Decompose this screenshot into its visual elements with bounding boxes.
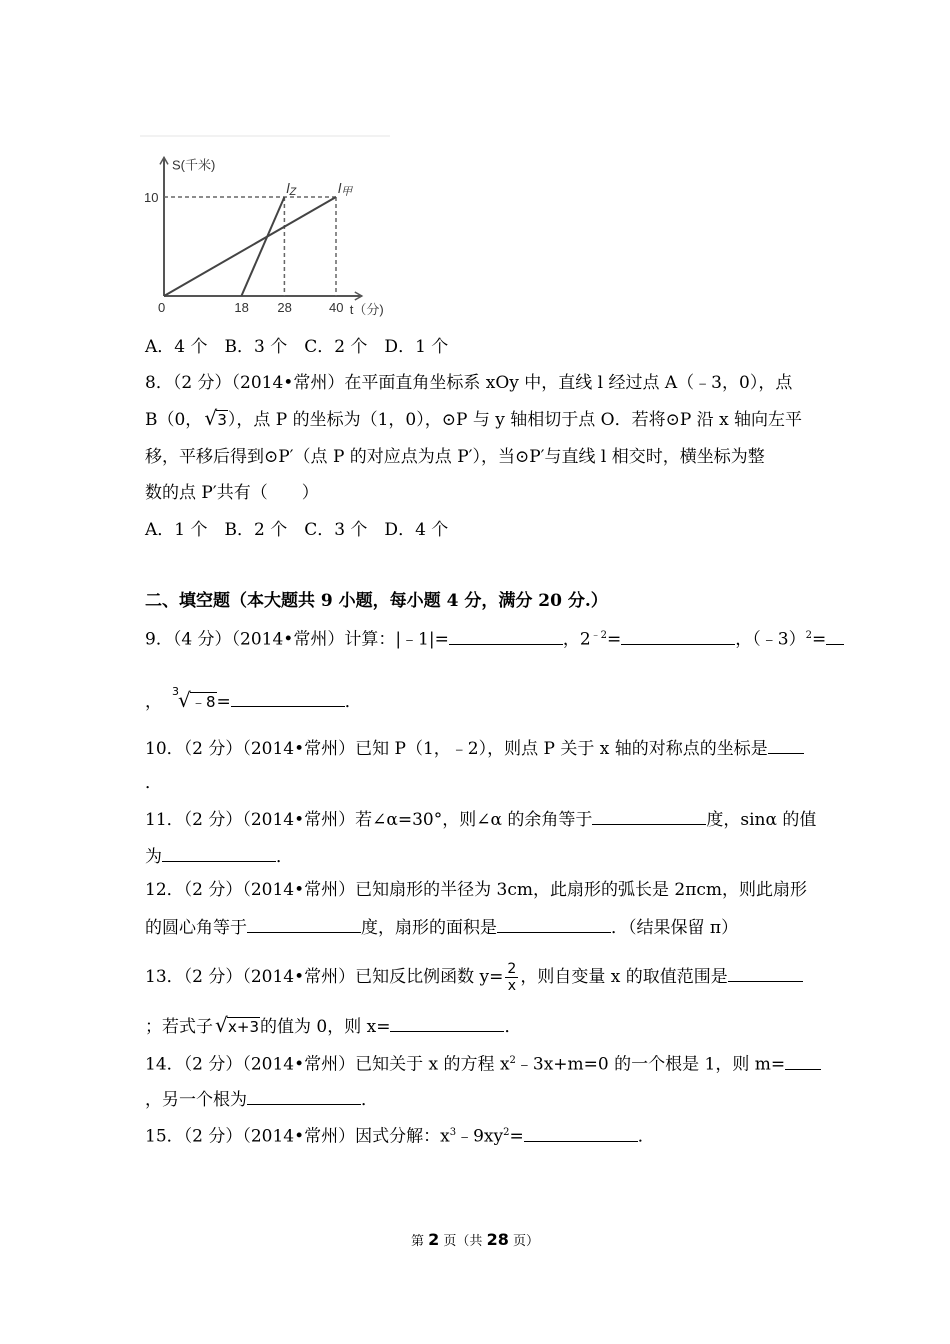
q13-text-3: ；若式子 (145, 1017, 213, 1037)
answer-blank[interactable] (497, 914, 611, 933)
q8-line-3: 移，平移后得到⊙P′（点 P 的对应点为点 P′），当⊙P′与直线 l 相交时，横坐标为整 (145, 447, 765, 467)
q8-line-2 (145, 408, 810, 432)
footer-page-number: 2 (428, 1230, 440, 1249)
answer-blank[interactable] (592, 806, 706, 825)
q7-options: A．4 个 B．3 个 C．2 个 D．1 个 (145, 337, 449, 357)
q11-text-1: 11．（2 分）（2014•常州）若∠α=30°，则∠α 的余角等于 (145, 810, 593, 830)
footer-text-1: 第 (411, 1234, 429, 1249)
q8-line-2-end: ），点 P 的坐标为（1，0），⊙P 与 y 轴相切于点 O．若将⊙P 沿 x 轴向左平 (227, 410, 803, 430)
answer-blank[interactable] (621, 626, 735, 645)
q15-text-3: = (509, 1126, 524, 1147)
y-axis-label: S(千米) (172, 157, 216, 173)
q13-text-1: 13．（2 分）（2014•常州）已知反比例函数 y= (145, 967, 504, 987)
q15-end: ． (637, 1126, 655, 1147)
q9-text-5: = (812, 629, 827, 650)
answer-blank[interactable] (524, 1123, 638, 1142)
footer-text-3: 页） (508, 1234, 539, 1249)
x-tick-28: 28 (277, 300, 292, 315)
sqrt-x-plus-3: √ x+3 (215, 1013, 259, 1037)
sqrt-3-radicand: 3 (217, 411, 227, 429)
q9-text-6: = (216, 692, 231, 712)
q15-line (145, 1121, 810, 1149)
q11-text-2: 度，sinα 的值 (706, 810, 817, 830)
answer-blank[interactable] (247, 914, 361, 933)
q9-exponent-2: 2 (805, 630, 812, 641)
q12-text-3: ．（结果保留 π） (611, 918, 739, 938)
q14-exponent: 2 (509, 1055, 516, 1066)
q14-text-1: 14．（2 分）（2014•常州）已知关于 x 的方程 x (145, 1054, 510, 1075)
series-label-sub-1: 甲 (341, 186, 353, 198)
q13-end: ． (504, 1017, 522, 1037)
series-line-1 (164, 197, 336, 296)
series-label-sub-2: Z (289, 186, 297, 198)
q9-text-4: ，（﹣3） (735, 629, 806, 650)
page-footer (0, 1230, 950, 1249)
q9-line-2-start: ， (145, 692, 162, 712)
q9-exponent-1: ﹣2 (590, 630, 608, 641)
y-tick-10: 10 (144, 190, 159, 205)
answer-blank[interactable] (231, 688, 345, 707)
x-axis-label: t（分) (349, 302, 384, 317)
footer-total-pages: 28 (486, 1230, 509, 1249)
answer-blank[interactable] (247, 1086, 361, 1105)
series-label-2: lZ (286, 180, 297, 198)
x-tick-0: 0 (158, 300, 166, 315)
fraction-numerator: 2 (507, 961, 517, 977)
q10-line-1 (145, 735, 810, 761)
q14-line-2 (145, 1086, 810, 1112)
q15-text-1: 15．（2 分）（2014•常州）因式分解：x (145, 1126, 450, 1147)
q13-text-4: 的值为 0，则 x= (260, 1017, 391, 1037)
cube-root-index: 3 (172, 685, 179, 698)
q9-text-1: 9．（4 分）（2014•常州）计算：|﹣1|= (145, 629, 449, 650)
answer-blank[interactable] (826, 626, 844, 645)
q11-line-2-start: 为 (145, 847, 162, 867)
answer-blank[interactable] (449, 626, 563, 645)
distance-time-chart (140, 130, 400, 320)
q15-text-2: ﹣9xy (456, 1126, 504, 1147)
q8-options: A．1 个 B．2 个 C．3 个 D．4 个 (145, 520, 449, 540)
q15-exponent-2: 2 (503, 1127, 510, 1138)
x-tick-18: 18 (234, 300, 249, 315)
footer-text-2: 页（共 (439, 1234, 487, 1249)
q12-line-2 (145, 914, 810, 940)
series-label-1: l甲 (338, 180, 353, 198)
answer-blank[interactable] (728, 963, 803, 982)
q9-line-1 (145, 624, 827, 652)
cube-root: 3 √ ﹣8 (178, 690, 217, 714)
q14-text-2: ﹣3x+m=0 的一个根是 1，则 m= (515, 1054, 786, 1075)
q9-line-2 (145, 685, 810, 714)
q8-line-2-start: B（0， (145, 410, 203, 430)
answer-blank[interactable] (390, 1013, 504, 1032)
q12-line-1: 12．（2 分）（2014•常州）已知扇形的半径为 3cm，此扇形的弧长是 2πcm，则此扇形 (145, 880, 808, 900)
answer-blank[interactable] (785, 1051, 821, 1070)
q10-line-2: ． (145, 773, 162, 793)
q12-text-1: 的圆心角等于 (145, 918, 247, 938)
q14-text-3: ，另一个根为 (145, 1090, 247, 1110)
q10-text: 10．（2 分）（2014•常州）已知 P（1，﹣2），则点 P 关于 x 轴的对称点的坐标是 (145, 739, 768, 759)
q13-text-2: ，则自变量 x 的取值范围是 (520, 967, 728, 987)
answer-blank[interactable] (768, 735, 804, 754)
sqrt-3: √ 3 (204, 406, 227, 430)
q11-line-2 (145, 843, 810, 869)
fraction-2-over-x (505, 961, 518, 994)
q14-end: ． (361, 1090, 378, 1110)
cube-root-radicand: ﹣8 (191, 693, 216, 711)
q12-text-2: 度，扇形的面积是 (361, 918, 497, 938)
q13-line-1 (145, 961, 810, 994)
q15-exponent-1: 3 (449, 1127, 457, 1138)
q11-end: ． (276, 847, 293, 867)
section-2-title: 二、填空题（本大题共 9 小题，每小题 4 分，满分 20 分.） (145, 591, 608, 611)
q9-end: ． (344, 692, 362, 712)
q9-text-3: = (607, 629, 622, 650)
q11-line-1 (145, 806, 817, 832)
q9-text-2: ，2 (562, 629, 591, 650)
q8-line-4: 数的点 P′共有（ ） (145, 483, 319, 503)
x-tick-40: 40 (329, 300, 344, 315)
q8-line-1: 8．（2 分）（2014•常州）在平面直角坐标系 xOy 中，直线 l 经过点 A（﹣3，0），点 (145, 373, 793, 393)
answer-blank[interactable] (162, 843, 276, 862)
sqrt-radicand: x+3 (228, 1018, 259, 1036)
q13-line-2 (145, 1013, 810, 1039)
fraction-denominator: x (507, 978, 517, 994)
series-line-2 (241, 197, 284, 296)
q14-line-1 (145, 1049, 810, 1077)
